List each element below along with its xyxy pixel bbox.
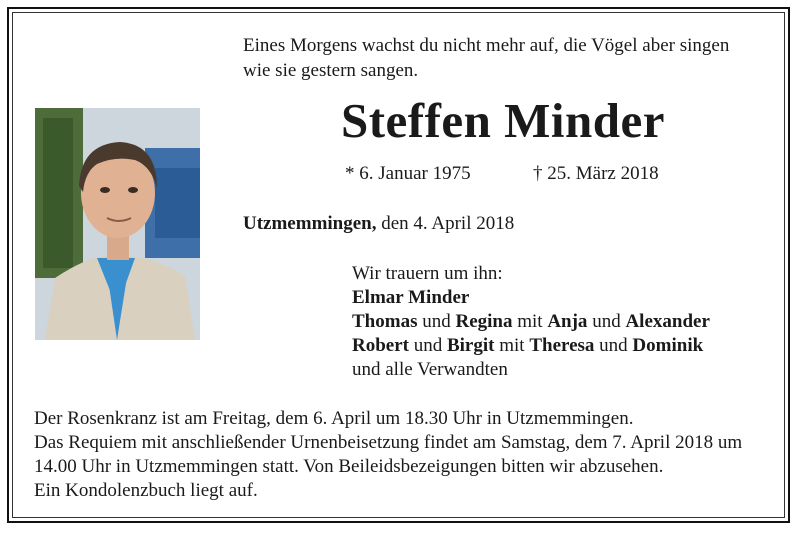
mourner-name: Regina xyxy=(455,311,513,332)
notice-line-1: Der Rosenkranz ist am Freitag, dem 6. April um 18.30 Uhr in Utzmemmingen. xyxy=(34,408,634,429)
mourners-intro: Wir trauern um ihn: xyxy=(352,263,503,284)
mourner-line-3 xyxy=(352,334,710,358)
connector-text: und xyxy=(587,311,626,332)
death-date: † 25. März 2018 xyxy=(533,163,659,184)
connector-text: und xyxy=(417,311,456,332)
connector-text: und xyxy=(594,335,633,356)
notice-line-2: Das Requiem mit anschließender Urnenbeisetzung findet am Samstag, dem 7. April 2018 um xyxy=(34,432,743,453)
notice-line-3: 14.00 Uhr in Utzmemmingen statt. Von Beileidsbezeigungen bitten wir abzusehen. xyxy=(34,456,664,477)
motto-quote xyxy=(243,33,783,83)
mourner-name: Dominik xyxy=(632,335,704,356)
mourner-name: Thomas xyxy=(352,311,418,332)
motto-line-1: Eines Morgens wachst du nicht mehr auf, die Vögel aber singen xyxy=(243,35,730,56)
mourner-name: Elmar Minder xyxy=(352,287,470,308)
mourner-name: Theresa xyxy=(529,335,595,356)
mourner-name: Anja xyxy=(547,311,588,332)
notice-date: den 4. April 2018 xyxy=(376,213,515,234)
connector-text: mit xyxy=(494,335,530,356)
birth-date: * 6. Januar 1975 xyxy=(345,163,471,184)
connector-text: mit xyxy=(512,311,548,332)
portrait-illustration xyxy=(35,108,200,340)
service-notice xyxy=(34,407,774,503)
mourner-line-4: und alle Verwandten xyxy=(352,359,508,380)
notice-line-4: Ein Kondolenzbuch liegt auf. xyxy=(34,480,258,501)
mourners-list xyxy=(352,262,710,382)
mourner-name: Alexander xyxy=(625,311,710,332)
deceased-name: Steffen Minder xyxy=(340,93,666,148)
mourner-line-1 xyxy=(352,286,710,310)
connector-text: und xyxy=(408,335,447,356)
portrait-photo xyxy=(35,108,200,340)
mourner-name: Birgit xyxy=(446,335,495,356)
place-name: Utzmemmingen, xyxy=(243,213,377,234)
place-and-date xyxy=(243,213,514,235)
motto-line-2: wie sie gestern sangen. xyxy=(243,60,419,81)
mourner-line-2 xyxy=(352,310,710,334)
mourner-name: Robert xyxy=(352,335,409,356)
